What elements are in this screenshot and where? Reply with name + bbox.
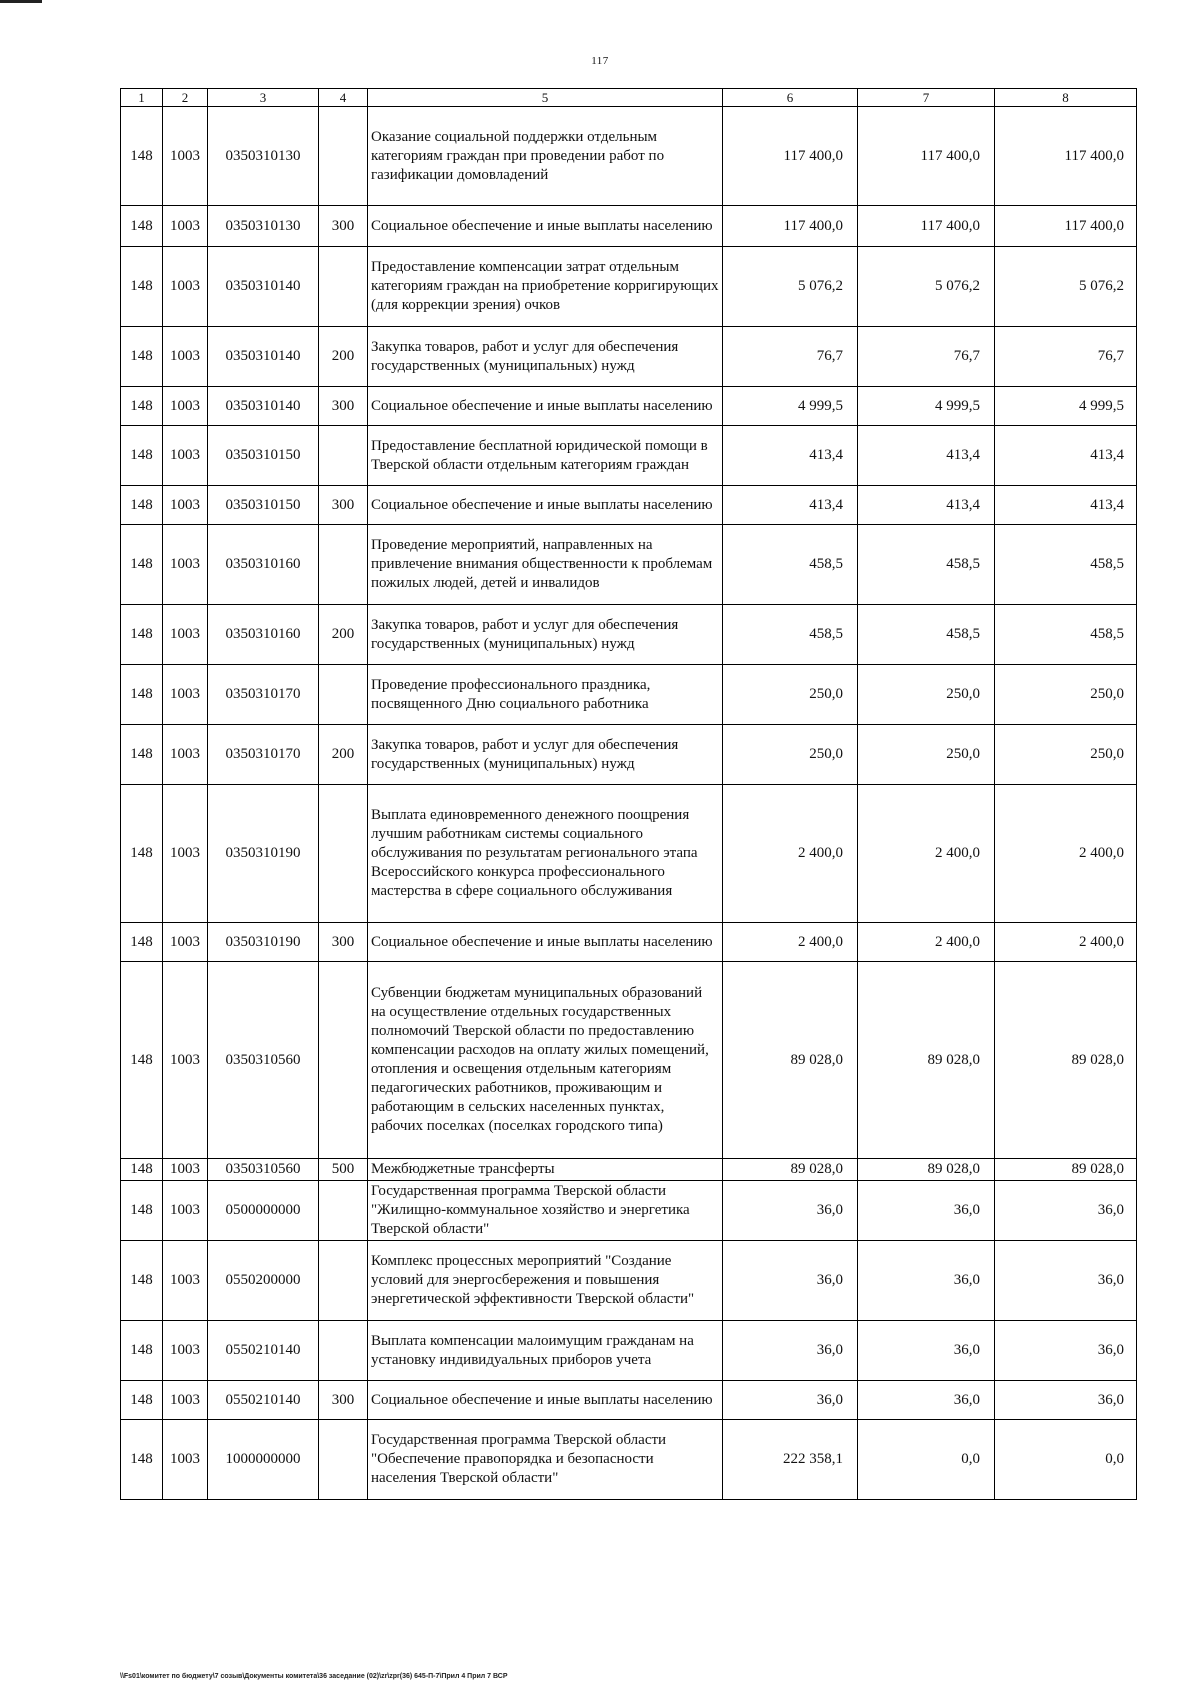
cell-expense-type: 200 — [319, 327, 368, 387]
cell-amount-year-1: 76,7 — [723, 327, 858, 387]
cell-admin-code: 148 — [121, 923, 163, 962]
cell-amount-year-3: 117 400,0 — [995, 206, 1137, 247]
cell-amount-year-1: 89 028,0 — [723, 1159, 858, 1181]
cell-admin-code: 148 — [121, 387, 163, 426]
cell-amount-year-1: 117 400,0 — [723, 107, 858, 206]
cell-amount-year-2: 117 400,0 — [858, 107, 995, 206]
table-body — [121, 107, 1137, 1500]
cell-amount-year-3: 250,0 — [995, 725, 1137, 785]
cell-admin-code: 148 — [121, 1159, 163, 1181]
table-row — [121, 486, 1137, 525]
cell-amount-year-1: 2 400,0 — [723, 785, 858, 923]
cell-target-code: 0550200000 — [208, 1241, 319, 1321]
cell-section-code: 1003 — [163, 665, 208, 725]
cell-target-code: 0350310160 — [208, 605, 319, 665]
table-row — [121, 525, 1137, 605]
cell-amount-year-2: 2 400,0 — [858, 923, 995, 962]
cell-amount-year-1: 5 076,2 — [723, 247, 858, 327]
cell-section-code: 1003 — [163, 206, 208, 247]
cell-amount-year-3: 458,5 — [995, 605, 1137, 665]
cell-amount-year-1: 222 358,1 — [723, 1420, 858, 1500]
table-row — [121, 725, 1137, 785]
cell-amount-year-2: 117 400,0 — [858, 206, 995, 247]
cell-expense-type — [319, 247, 368, 327]
cell-description: Проведение профессионального праздника, посвященного Дню социального работника — [368, 665, 723, 725]
cell-expense-type: 200 — [319, 605, 368, 665]
cell-target-code: 0350310150 — [208, 426, 319, 486]
cell-description: Субвенции бюджетам муниципальных образований на осуществление отдельных государственных полномочий Тверской области по предоставлению компенсации расходов на оплату жилых помещений, отопления и освещения отдельным категориям педагогических работников, проживающим и работающим в сельских населенных пунктах, рабочих поселках (поселках городского типа) — [368, 962, 723, 1159]
cell-amount-year-1: 250,0 — [723, 725, 858, 785]
table-row — [121, 1159, 1137, 1181]
cell-admin-code: 148 — [121, 247, 163, 327]
cell-amount-year-2: 250,0 — [858, 725, 995, 785]
cell-amount-year-2: 76,7 — [858, 327, 995, 387]
cell-admin-code: 148 — [121, 725, 163, 785]
cell-target-code: 0350310560 — [208, 1159, 319, 1181]
footer-file-path: \\Fs01\комитет по бюджету\7 созыв\Документы комитета\36 заседание (02)\zr\zpr(36) 645-П-7\Прил 4 Прил 7 ВСР — [120, 1673, 508, 1680]
cell-section-code: 1003 — [163, 486, 208, 525]
cell-description: Закупка товаров, работ и услуг для обеспечения государственных (муниципальных) нужд — [368, 725, 723, 785]
cell-admin-code: 148 — [121, 665, 163, 725]
cell-expense-type — [319, 785, 368, 923]
cell-amount-year-2: 458,5 — [858, 605, 995, 665]
cell-expense-type — [319, 426, 368, 486]
cell-amount-year-1: 413,4 — [723, 486, 858, 525]
table-row — [121, 327, 1137, 387]
cell-section-code: 1003 — [163, 525, 208, 605]
budget-table-container — [120, 88, 1136, 1500]
cell-target-code: 0350310150 — [208, 486, 319, 525]
cell-expense-type: 300 — [319, 387, 368, 426]
cell-amount-year-3: 2 400,0 — [995, 785, 1137, 923]
cell-expense-type — [319, 962, 368, 1159]
table-row — [121, 785, 1137, 923]
header-col-7: 7 — [858, 89, 995, 107]
cell-amount-year-2: 458,5 — [858, 525, 995, 605]
cell-amount-year-3: 36,0 — [995, 1381, 1137, 1420]
cell-expense-type: 300 — [319, 923, 368, 962]
cell-section-code: 1003 — [163, 725, 208, 785]
cell-description: Социальное обеспечение и иные выплаты населению — [368, 486, 723, 525]
cell-target-code: 0350310170 — [208, 665, 319, 725]
cell-section-code: 1003 — [163, 426, 208, 486]
cell-amount-year-3: 413,4 — [995, 426, 1137, 486]
cell-admin-code: 148 — [121, 785, 163, 923]
cell-section-code: 1003 — [163, 387, 208, 426]
table-row — [121, 1181, 1137, 1241]
header-col-6: 6 — [723, 89, 858, 107]
cell-amount-year-2: 413,4 — [858, 426, 995, 486]
cell-target-code: 0350310140 — [208, 387, 319, 426]
cell-amount-year-1: 36,0 — [723, 1241, 858, 1321]
cell-section-code: 1003 — [163, 327, 208, 387]
table-row — [121, 923, 1137, 962]
cell-amount-year-3: 117 400,0 — [995, 107, 1137, 206]
cell-target-code: 0500000000 — [208, 1181, 319, 1241]
cell-expense-type — [319, 665, 368, 725]
cell-admin-code: 148 — [121, 327, 163, 387]
cell-expense-type: 500 — [319, 1159, 368, 1181]
table-row — [121, 1420, 1137, 1500]
cell-section-code: 1003 — [163, 1321, 208, 1381]
cell-section-code: 1003 — [163, 247, 208, 327]
cell-admin-code: 148 — [121, 1241, 163, 1321]
table-row — [121, 107, 1137, 206]
cell-amount-year-3: 89 028,0 — [995, 962, 1137, 1159]
cell-amount-year-2: 36,0 — [858, 1181, 995, 1241]
cell-target-code: 1000000000 — [208, 1420, 319, 1500]
cell-amount-year-3: 2 400,0 — [995, 923, 1137, 962]
cell-amount-year-2: 36,0 — [858, 1381, 995, 1420]
cell-description: Проведение мероприятий, направленных на привлечение внимания общественности к проблемам пожилых людей, детей и инвалидов — [368, 525, 723, 605]
cell-amount-year-3: 36,0 — [995, 1321, 1137, 1381]
cell-description: Предоставление бесплатной юридической помощи в Тверской области отдельным категориям граждан — [368, 426, 723, 486]
scan-corner-mark — [0, 0, 42, 3]
header-col-1: 1 — [121, 89, 163, 107]
cell-amount-year-1: 413,4 — [723, 426, 858, 486]
cell-admin-code: 148 — [121, 605, 163, 665]
cell-description: Выплата единовременного денежного поощрения лучшим работникам системы социального обслуживания по результатам регионального этапа Всероссийского конкурса профессионального мастерства в сфере социального обслуживания — [368, 785, 723, 923]
cell-amount-year-1: 89 028,0 — [723, 962, 858, 1159]
cell-admin-code: 148 — [121, 1420, 163, 1500]
cell-section-code: 1003 — [163, 785, 208, 923]
cell-section-code: 1003 — [163, 1181, 208, 1241]
table-row — [121, 605, 1137, 665]
cell-description: Социальное обеспечение и иные выплаты населению — [368, 923, 723, 962]
cell-amount-year-3: 458,5 — [995, 525, 1137, 605]
cell-expense-type: 300 — [319, 1381, 368, 1420]
table-row — [121, 206, 1137, 247]
cell-amount-year-3: 4 999,5 — [995, 387, 1137, 426]
cell-target-code: 0550210140 — [208, 1321, 319, 1381]
table-row — [121, 962, 1137, 1159]
table-row — [121, 1381, 1137, 1420]
header-col-3: 3 — [208, 89, 319, 107]
cell-section-code: 1003 — [163, 605, 208, 665]
cell-section-code: 1003 — [163, 923, 208, 962]
cell-target-code: 0350310140 — [208, 327, 319, 387]
header-col-5: 5 — [368, 89, 723, 107]
cell-target-code: 0350310170 — [208, 725, 319, 785]
cell-section-code: 1003 — [163, 1241, 208, 1321]
cell-amount-year-2: 0,0 — [858, 1420, 995, 1500]
cell-description: Межбюджетные трансферты — [368, 1159, 723, 1181]
table-row — [121, 665, 1137, 725]
cell-admin-code: 148 — [121, 107, 163, 206]
table-row — [121, 247, 1137, 327]
cell-description: Оказание социальной поддержки отдельным категориям граждан при проведении работ по газификации домовладений — [368, 107, 723, 206]
cell-admin-code: 148 — [121, 426, 163, 486]
header-row — [121, 89, 1137, 107]
page-number: 117 — [591, 55, 609, 67]
cell-target-code: 0350310190 — [208, 785, 319, 923]
header-col-2: 2 — [163, 89, 208, 107]
cell-amount-year-1: 458,5 — [723, 525, 858, 605]
header-col-4: 4 — [319, 89, 368, 107]
cell-amount-year-2: 36,0 — [858, 1241, 995, 1321]
cell-amount-year-1: 36,0 — [723, 1381, 858, 1420]
cell-description: Социальное обеспечение и иные выплаты населению — [368, 1381, 723, 1420]
cell-expense-type — [319, 1321, 368, 1381]
cell-amount-year-3: 89 028,0 — [995, 1159, 1137, 1181]
cell-target-code: 0550210140 — [208, 1381, 319, 1420]
table-row — [121, 387, 1137, 426]
cell-admin-code: 148 — [121, 1381, 163, 1420]
cell-expense-type — [319, 1181, 368, 1241]
cell-amount-year-1: 117 400,0 — [723, 206, 858, 247]
cell-admin-code: 148 — [121, 206, 163, 247]
cell-admin-code: 148 — [121, 1181, 163, 1241]
cell-amount-year-2: 250,0 — [858, 665, 995, 725]
cell-target-code: 0350310140 — [208, 247, 319, 327]
cell-section-code: 1003 — [163, 1159, 208, 1181]
cell-target-code: 0350310160 — [208, 525, 319, 605]
cell-expense-type: 300 — [319, 486, 368, 525]
header-col-8: 8 — [995, 89, 1137, 107]
cell-description: Социальное обеспечение и иные выплаты населению — [368, 387, 723, 426]
cell-description: Государственная программа Тверской области "Жилищно-коммунальное хозяйство и энергетика Тверской области" — [368, 1181, 723, 1241]
cell-target-code: 0350310190 — [208, 923, 319, 962]
cell-description: Закупка товаров, работ и услуг для обеспечения государственных (муниципальных) нужд — [368, 605, 723, 665]
budget-table — [120, 88, 1137, 1500]
cell-expense-type — [319, 1420, 368, 1500]
table-row — [121, 426, 1137, 486]
cell-amount-year-1: 2 400,0 — [723, 923, 858, 962]
cell-amount-year-2: 2 400,0 — [858, 785, 995, 923]
cell-amount-year-2: 413,4 — [858, 486, 995, 525]
cell-amount-year-1: 36,0 — [723, 1321, 858, 1381]
cell-admin-code: 148 — [121, 1321, 163, 1381]
cell-description: Предоставление компенсации затрат отдельным категориям граждан на приобретение корригирующих (для коррекции зрения) очков — [368, 247, 723, 327]
cell-description: Социальное обеспечение и иные выплаты населению — [368, 206, 723, 247]
cell-amount-year-3: 413,4 — [995, 486, 1137, 525]
cell-target-code: 0350310130 — [208, 107, 319, 206]
cell-amount-year-1: 250,0 — [723, 665, 858, 725]
cell-target-code: 0350310130 — [208, 206, 319, 247]
cell-expense-type — [319, 107, 368, 206]
cell-amount-year-2: 89 028,0 — [858, 962, 995, 1159]
cell-section-code: 1003 — [163, 1420, 208, 1500]
cell-amount-year-1: 458,5 — [723, 605, 858, 665]
cell-amount-year-2: 5 076,2 — [858, 247, 995, 327]
cell-amount-year-3: 0,0 — [995, 1420, 1137, 1500]
cell-amount-year-3: 36,0 — [995, 1181, 1137, 1241]
table-row — [121, 1321, 1137, 1381]
cell-amount-year-3: 76,7 — [995, 327, 1137, 387]
cell-section-code: 1003 — [163, 962, 208, 1159]
cell-section-code: 1003 — [163, 107, 208, 206]
cell-admin-code: 148 — [121, 962, 163, 1159]
cell-amount-year-3: 36,0 — [995, 1241, 1137, 1321]
cell-expense-type: 300 — [319, 206, 368, 247]
cell-amount-year-1: 36,0 — [723, 1181, 858, 1241]
cell-expense-type — [319, 1241, 368, 1321]
cell-target-code: 0350310560 — [208, 962, 319, 1159]
cell-expense-type: 200 — [319, 725, 368, 785]
cell-amount-year-3: 5 076,2 — [995, 247, 1137, 327]
cell-section-code: 1003 — [163, 1381, 208, 1420]
cell-admin-code: 148 — [121, 486, 163, 525]
cell-amount-year-2: 36,0 — [858, 1321, 995, 1381]
cell-amount-year-3: 250,0 — [995, 665, 1137, 725]
cell-amount-year-2: 89 028,0 — [858, 1159, 995, 1181]
cell-description: Выплата компенсации малоимущим гражданам на установку индивидуальных приборов учета — [368, 1321, 723, 1381]
cell-expense-type — [319, 525, 368, 605]
cell-amount-year-2: 4 999,5 — [858, 387, 995, 426]
table-row — [121, 1241, 1137, 1321]
cell-admin-code: 148 — [121, 525, 163, 605]
cell-description: Государственная программа Тверской области "Обеспечение правопорядка и безопасности населения Тверской области" — [368, 1420, 723, 1500]
cell-description: Комплекс процессных мероприятий "Создание условий для энергосбережения и повышения энергетической эффективности Тверской области" — [368, 1241, 723, 1321]
cell-description: Закупка товаров, работ и услуг для обеспечения государственных (муниципальных) нужд — [368, 327, 723, 387]
cell-amount-year-1: 4 999,5 — [723, 387, 858, 426]
